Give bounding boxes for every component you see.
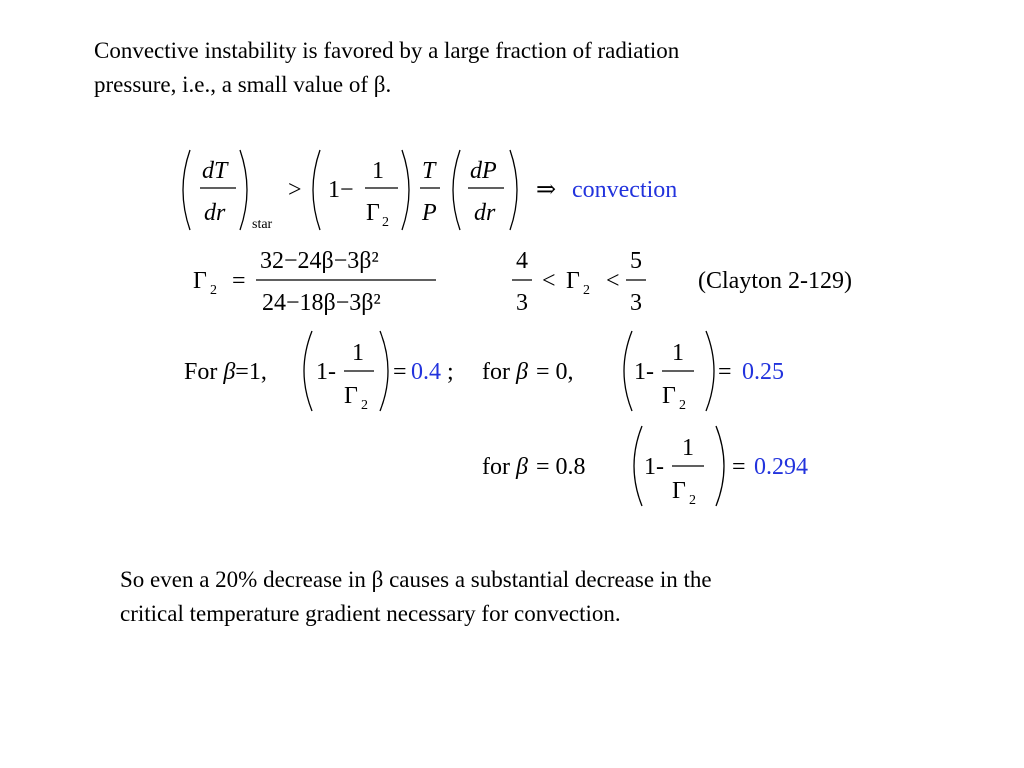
gamma-subscript: 2 (583, 283, 590, 298)
ineq-left-numerator: 4 (516, 248, 528, 274)
gamma-subscript: 2 (382, 215, 389, 230)
equals-sign: = (732, 454, 746, 480)
gamma-subscript: 2 (210, 283, 217, 298)
convection-criterion (170, 140, 730, 240)
gamma-subscript: 2 (679, 398, 686, 413)
equals-sign: = (718, 359, 732, 385)
left-paren (453, 150, 460, 230)
less-than: < (606, 268, 620, 294)
beta-symbol: β (223, 359, 236, 385)
star-subscript: star (252, 217, 273, 232)
for-label: for β = 0, (482, 359, 574, 385)
one-minus: 1- (634, 359, 654, 385)
right-paren (402, 150, 409, 230)
equals-sign: = (232, 268, 246, 294)
greater-than: > (288, 177, 302, 203)
gamma-denominator: 24−18β−3β² (262, 290, 381, 316)
beta-symbol: β (515, 359, 528, 385)
right-paren (380, 331, 388, 411)
semicolon: ; (447, 359, 454, 385)
left-paren (624, 331, 632, 411)
left-paren (634, 426, 642, 506)
convection-word: convection (572, 177, 678, 203)
right-paren (510, 150, 517, 230)
gamma-symbol: Γ (193, 268, 207, 294)
ineq-left-denominator: 3 (516, 290, 528, 316)
gamma-symbol: Γ (344, 383, 358, 409)
gamma-definition (190, 240, 890, 320)
example-beta-1 (180, 325, 470, 420)
conclusion-line-1: So even a 20% decrease in β causes a substantial decrease in the (120, 567, 712, 592)
result-value: 0.25 (742, 359, 784, 385)
implies-arrow: ⇒ (536, 177, 557, 203)
dT-numerator: dT (202, 158, 228, 184)
intro-line-2: pressure, i.e., a small value of β. (94, 72, 392, 97)
one-numerator: 1 (682, 435, 694, 461)
conclusion-paragraph (120, 563, 712, 631)
intro-line-1: Convective instability is favored by a large fraction of radiation (94, 38, 680, 63)
gamma-subscript: 2 (689, 493, 696, 508)
gamma-symbol: Γ (672, 478, 686, 504)
one-numerator: 1 (672, 340, 684, 366)
result-value: 0.4 (411, 359, 441, 385)
one-minus: 1- (644, 454, 664, 480)
dr-denominator: dr (474, 200, 496, 226)
gamma-symbol: Γ (366, 200, 380, 226)
example-beta-0-8 (480, 420, 830, 515)
equals-sign: = (393, 359, 407, 385)
beta-symbol: β (515, 454, 528, 480)
intro-paragraph (94, 34, 679, 102)
less-than: < (542, 268, 556, 294)
dP-numerator: dP (470, 158, 497, 184)
one-numerator: 1 (352, 340, 364, 366)
right-paren (706, 331, 714, 411)
for-label: for β = 0.8 (482, 454, 586, 480)
right-paren (240, 150, 247, 230)
T-numerator: T (422, 158, 436, 184)
gamma-numerator: 32−24β−3β² (260, 248, 379, 274)
gamma-subscript: 2 (361, 398, 368, 413)
ineq-right-numerator: 5 (630, 248, 642, 274)
gamma-symbol: Γ (566, 268, 580, 294)
citation: (Clayton 2-129) (698, 268, 852, 294)
right-paren (716, 426, 724, 506)
conclusion-line-2: critical temperature gradient necessary for convection. (120, 601, 621, 626)
one-minus: 1- (316, 359, 336, 385)
example-beta-0 (480, 325, 810, 420)
result-value: 0.294 (754, 454, 808, 480)
left-paren (304, 331, 312, 411)
one-minus: 1− (328, 177, 354, 203)
for-label: For β=1, (184, 359, 267, 385)
left-paren (183, 150, 190, 230)
one-numerator: 1 (372, 158, 384, 184)
ineq-right-denominator: 3 (630, 290, 642, 316)
left-paren (313, 150, 320, 230)
gamma-symbol: Γ (662, 383, 676, 409)
P-denominator: P (422, 200, 437, 226)
dr-denominator: dr (204, 200, 226, 226)
